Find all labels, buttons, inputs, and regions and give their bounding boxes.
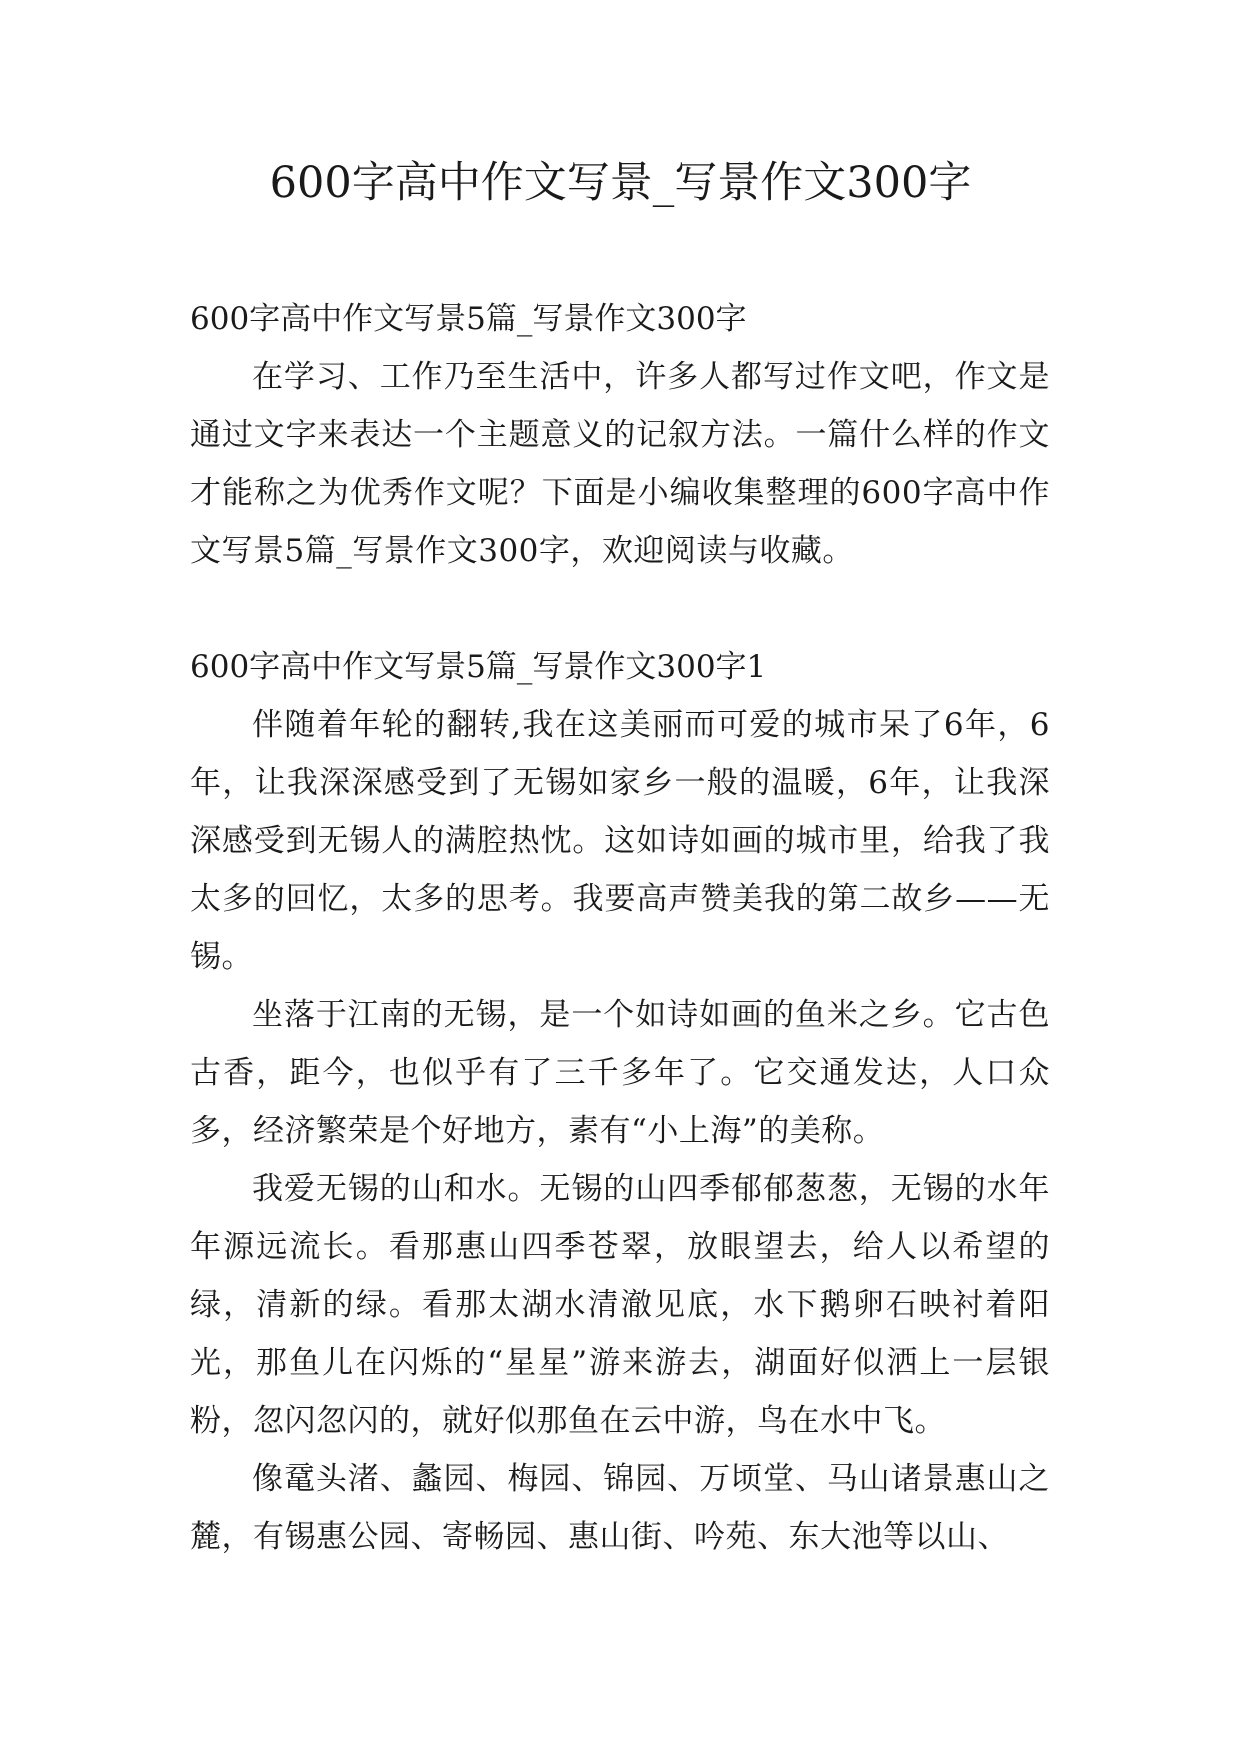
document-body bbox=[190, 290, 1050, 1566]
body-paragraph: 在学习、工作乃至生活中，许多人都写过作文吧，作文是通过文字来表达一个主题意义的记叙方法。一篇什么样的作文才能称之为优秀作文呢？下面是小编收集整理的600字高中作文写景5篇_写景作文300字，欢迎阅读与收藏。 bbox=[190, 359, 1050, 569]
body-paragraph: 伴随着年轮的翻转,我在这美丽而可爱的城市呆了6年，6年，让我深深感受到了无锡如家乡一般的温暖，6年，让我深深感受到无锡人的满腔热忱。这如诗如画的城市里，给我了我太多的回忆，太多的思考。我要高声赞美我的第二故乡——无锡。 bbox=[190, 707, 1050, 975]
document-title: 600字高中作文写景_写景作文300字 bbox=[269, 158, 972, 208]
section-essay-1 bbox=[190, 638, 1050, 1566]
section-intro bbox=[190, 290, 1050, 580]
body-paragraph: 像鼋头渚、蠡园、梅园、锦园、万顷堂、马山诸景惠山之麓，有锡惠公园、寄畅园、惠山街、吟苑、东大池等以山、 bbox=[190, 1461, 1050, 1555]
section-heading: 600字高中作文写景5篇_写景作文300字1 bbox=[190, 649, 767, 685]
body-paragraph: 坐落于江南的无锡，是一个如诗如画的鱼米之乡。它古色古香，距今，也似乎有了三千多年了。它交通发达，人口众多，经济繁荣是个好地方，素有“小上海”的美称。 bbox=[190, 997, 1050, 1149]
body-paragraph: 我爱无锡的山和水。无锡的山四季郁郁葱葱，无锡的水年年源远流长。看那惠山四季苍翠，放眼望去，给人以希望的绿，清新的绿。看那太湖水清澈见底，水下鹅卵石映衬着阳光，那鱼儿在闪烁的“星星”游来游去，湖面好似洒上一层银粉，忽闪忽闪的，就好似那鱼在云中游，鸟在水中飞。 bbox=[190, 1171, 1050, 1439]
section-spacer bbox=[190, 580, 1050, 638]
section-heading: 600字高中作文写景5篇_写景作文300字 bbox=[190, 301, 747, 337]
